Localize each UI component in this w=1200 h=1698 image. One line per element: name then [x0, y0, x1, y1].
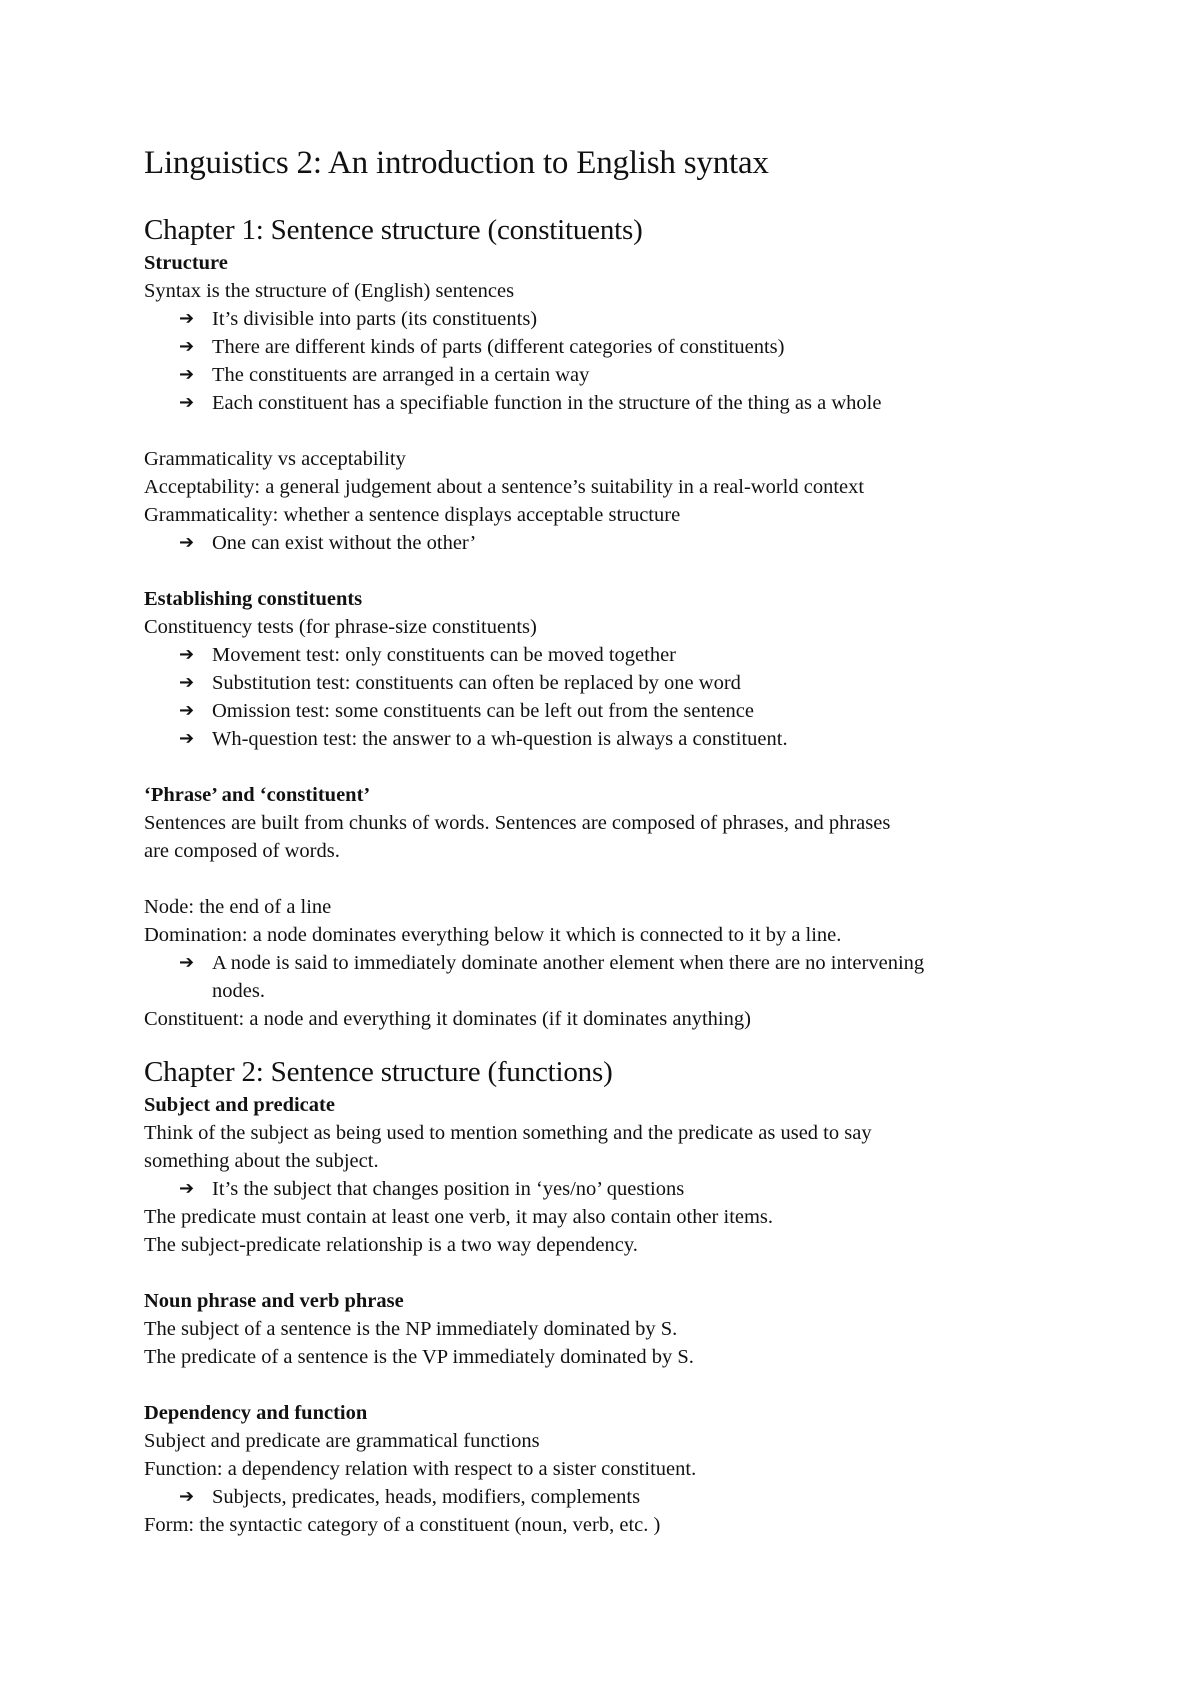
list-item: [144, 305, 1100, 333]
list-item-text: There are different kinds of parts (different categories of constituents): [212, 336, 785, 358]
arrow-right-icon: ➔: [179, 644, 195, 665]
list-item-text: Movement test: only constituents can be moved together: [212, 644, 676, 666]
arrow-right-icon: ➔: [179, 336, 195, 357]
section-dependency-heading: Dependency and function: [144, 1402, 368, 1424]
list-item-text: One can exist without the other’: [212, 532, 477, 554]
spacer: [144, 557, 1100, 585]
list-item-text: It’s divisible into parts (its constituents): [212, 308, 538, 330]
arrow-right-icon: ➔: [179, 532, 195, 553]
section-structure-heading: Structure: [144, 252, 228, 274]
arrow-right-icon: ➔: [179, 728, 195, 749]
node-definition: Node: the end of a line: [144, 896, 332, 918]
section-np-vp-heading: Noun phrase and verb phrase: [144, 1290, 404, 1312]
domination-definition: Domination: a node dominates everything below it which is connected to it by a line.: [144, 924, 842, 946]
list-item-text: Substitution test: constituents can often be replaced by one word: [212, 672, 741, 694]
grammaticality-definition: Grammaticality: whether a sentence displays acceptable structure: [144, 504, 681, 526]
list-item: [144, 697, 1100, 725]
grammaticality-heading: Grammaticality vs acceptability: [144, 448, 406, 470]
arrow-right-icon: ➔: [179, 672, 195, 693]
document-title: Linguistics 2: An introduction to English syntax: [144, 145, 769, 181]
list-item: [144, 725, 1100, 753]
structure-intro: Syntax is the structure of (English) sentences: [144, 280, 515, 302]
section-subject-predicate-heading: Subject and predicate: [144, 1094, 335, 1116]
list-item: [144, 529, 1100, 557]
section-phrase-heading: ‘Phrase’ and ‘constituent’: [144, 784, 371, 806]
list-item-text-line: A node is said to immediately dominate another element when there are no intervening: [212, 952, 925, 974]
arrow-right-icon: ➔: [179, 1178, 195, 1199]
constituent-definition: Constituent: a node and everything it dominates (if it dominates anything): [144, 1008, 751, 1030]
list-item: [144, 361, 1100, 389]
spacer: [144, 1259, 1100, 1287]
function-definition: Function: a dependency relation with respect to a sister constituent.: [144, 1458, 697, 1480]
predicate-line: The predicate must contain at least one verb, it may also contain other items.: [144, 1206, 774, 1228]
chapter-2-title: Chapter 2: Sentence structure (functions): [144, 1056, 613, 1088]
arrow-right-icon: ➔: [179, 364, 195, 385]
list-item: [144, 669, 1100, 697]
list-item: [144, 1483, 1100, 1511]
list-item: [144, 1175, 1100, 1203]
list-item: [144, 949, 1100, 1005]
arrow-right-icon: ➔: [179, 1486, 195, 1507]
section-establishing-heading: Establishing constituents: [144, 588, 363, 610]
establishing-intro: Constituency tests (for phrase-size constituents): [144, 616, 537, 638]
spacer: [144, 417, 1100, 445]
arrow-right-icon: ➔: [179, 308, 195, 329]
list-item-text: Wh-question test: the answer to a wh-question is always a constituent.: [212, 728, 788, 750]
arrow-right-icon: ➔: [179, 952, 195, 973]
form-definition: Form: the syntactic category of a constituent (noun, verb, etc. ): [144, 1514, 661, 1536]
list-item-text-line: nodes.: [212, 980, 265, 1002]
spacer: [144, 1371, 1100, 1399]
list-item-text: Subjects, predicates, heads, modifiers, complements: [212, 1486, 641, 1508]
arrow-right-icon: ➔: [179, 700, 195, 721]
list-item-text: [212, 949, 1100, 1005]
relationship-line: The subject-predicate relationship is a two way dependency.: [144, 1234, 638, 1256]
subject-predicate-text-line: Think of the subject as being used to mention something and the predicate as used to say: [144, 1122, 872, 1144]
list-item-text: It’s the subject that changes position in ‘yes/no’ questions: [212, 1178, 685, 1200]
list-item: [144, 389, 1100, 417]
np-subject-line: The subject of a sentence is the NP immediately dominated by S.: [144, 1318, 678, 1340]
chapter-1-title: Chapter 1: Sentence structure (constituents): [144, 214, 643, 246]
list-item-text: Omission test: some constituents can be left out from the sentence: [212, 700, 754, 722]
list-item-text: The constituents are arranged in a certain way: [212, 364, 590, 386]
acceptability-definition: Acceptability: a general judgement about a sentence’s suitability in a real-world context: [144, 476, 865, 498]
spacer: [144, 865, 1100, 893]
phrase-text-line: are composed of words.: [144, 840, 340, 862]
dependency-line: Subject and predicate are grammatical functions: [144, 1430, 540, 1452]
phrase-text-line: Sentences are built from chunks of words. Sentences are composed of phrases, and phrases: [144, 812, 891, 834]
spacer: [144, 753, 1100, 781]
vp-predicate-line: The predicate of a sentence is the VP immediately dominated by S.: [144, 1346, 694, 1368]
list-item: [144, 641, 1100, 669]
list-item-text: Each constituent has a specifiable function in the structure of the thing as a whole: [212, 392, 882, 414]
subject-predicate-text-line: something about the subject.: [144, 1150, 379, 1172]
list-item: [144, 333, 1100, 361]
arrow-right-icon: ➔: [179, 392, 195, 413]
